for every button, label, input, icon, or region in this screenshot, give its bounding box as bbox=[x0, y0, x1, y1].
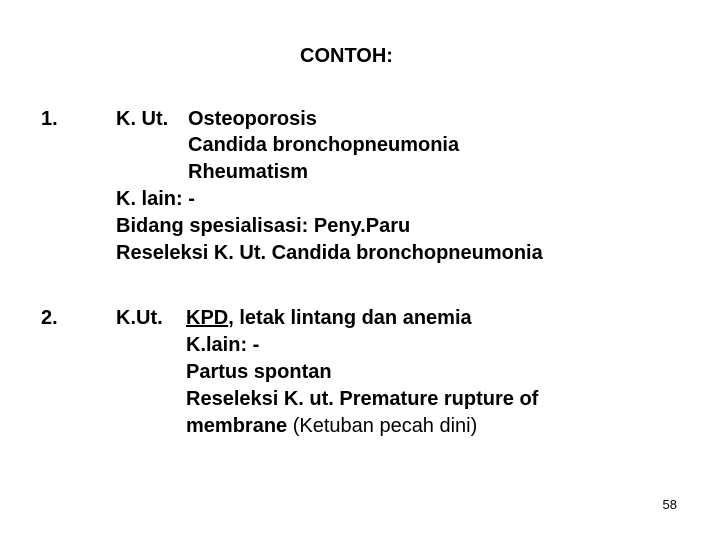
item-2-other: K.lain: - bbox=[186, 334, 260, 356]
item-2-number: 2. bbox=[41, 307, 58, 329]
item-2-reselection: Reseleksi K. ut. Premature rupture of bbox=[186, 388, 539, 410]
item-2-kpd: KPD bbox=[186, 307, 229, 329]
slide-title: CONTOH: bbox=[300, 45, 393, 67]
page-number: 58 bbox=[662, 497, 677, 512]
item-2-reselection-cont bbox=[186, 414, 477, 438]
item-1-specialty: Bidang spesialisasi: Peny.Paru bbox=[116, 215, 411, 237]
item-1-prefix: K. Ut. bbox=[116, 108, 169, 130]
item-1-diagnosis-1: Osteoporosis bbox=[188, 108, 317, 130]
item-2-diagnosis-rest: , letak lintang dan anemia bbox=[228, 307, 472, 329]
item-2-prefix: K.Ut. bbox=[116, 307, 163, 329]
item-2-translation: (Ketuban pecah dini) bbox=[287, 415, 478, 437]
item-1-other: K. lain: - bbox=[116, 188, 195, 210]
item-1-number: 1. bbox=[41, 108, 58, 130]
item-2-membrane: membrane bbox=[186, 415, 288, 437]
item-1-reselection: Reseleksi K. Ut. Candida bronchopneumonia bbox=[116, 242, 543, 264]
item-1-diagnosis-3: Rheumatism bbox=[188, 161, 309, 183]
item-2-delivery: Partus spontan bbox=[186, 361, 332, 383]
item-2-diagnosis bbox=[186, 306, 472, 330]
item-1-diagnosis-2: Candida bronchopneumonia bbox=[188, 134, 460, 156]
